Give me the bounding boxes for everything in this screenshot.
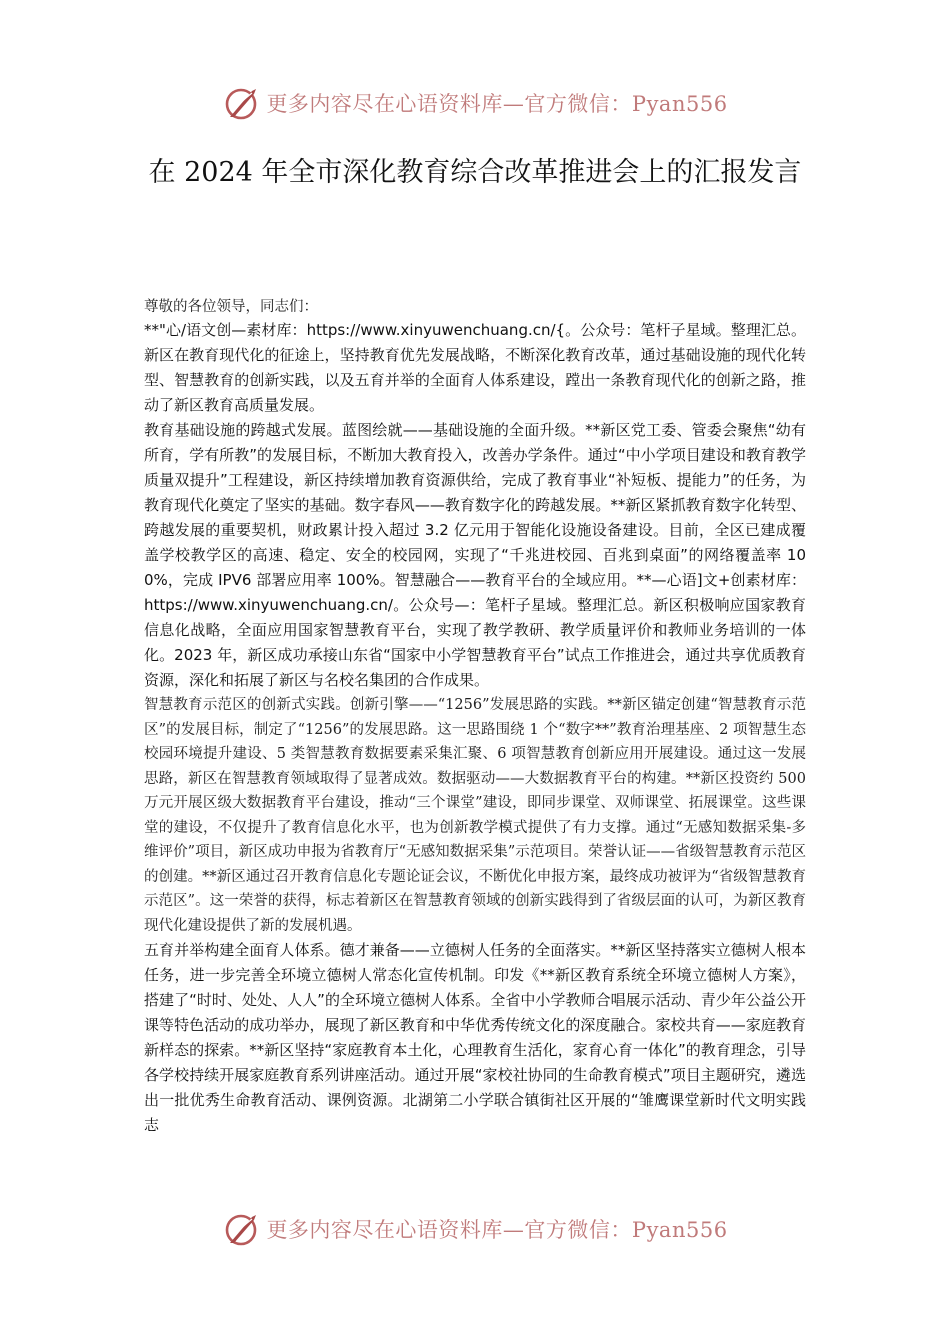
footer-banner-text: 更多内容尽在心语资料库—官方微信：Pyan556 [266,1218,728,1242]
header-banner-text: 更多内容尽在心语资料库—官方微信：Pyan556 [266,92,728,116]
salutation: 尊敬的各位领导，同志们： [144,299,318,315]
header-watermark-banner [0,82,950,124]
paragraph-smart-education: 智慧教育示范区的创新式实践。创新引擎——“1256”发展思路的实践。**新区锚定创建“智慧教育示范区”的发展目标，制定了“1256”的发展思路。这一思路围绕 1 个“数字**”教育治理基座、2 项智慧生态校园环境提升建设、5 类智慧教育数据要素采集汇聚、6 项智慧教育创新应用开展建设。通过这一发展思路，新区在智慧教育领域取得了显著成效。数据驱动——大数据教育平台的构建。**新区投资约 500 万元开展区级大数据教育平台建设，推动“三个课堂”建设，即同步课堂、双师课堂、拓展课堂。这些课堂的建设，不仅提升了教育信息化水平，也为创新教学模式提供了有力支撑。通过“无感知数据采集-多维评价”项目，新区成功申报为省教育厅“无感知数据采集”示范项目。荣誉认证——省级智慧教育示范区的创建。**新区通过召开教育信息化专题论证会议，不断优化申报方案，最终成功被评为“省级智慧教育示范区”。这一荣誉的获得，标志着新区在智慧教育领域的创新实践得到了省级层面的认可，为新区教育现代化建设提供了新的发展机遇。 [144,697,806,934]
paragraph-intro: **"心/语文创—素材库：https://www.xinyuwenchuang.cn/{。公众号：笔杆子星域。整理汇总。新区在教育现代化的征途上，坚持教育优先发展战略，不断深化教育改革，通过基础设施的现代化转型、智慧教育的创新实践，以及五育并举的全面育人体系建设，蹚出一条教育现代化的创新之路，推动了新区教育高质量发展。 [144,321,806,414]
footer-watermark-banner [0,1208,950,1250]
quill-logo-icon [222,1209,262,1249]
quill-logo-icon [222,83,262,123]
document-title: 在 2024 年全市深化教育综合改革推进会上的汇报发言 [148,157,802,188]
paragraph-infrastructure: 教育基础设施的跨越式发展。蓝图绘就——基础设施的全面升级。**新区党工委、管委会聚焦“幼有所育，学有所教”的发展目标，不断加大教育投入，改善办学条件。通过“中小学项目建设和教育教学质量双提升”工程建设，新区持续增加教育资源供给，完成了教育事业“补短板、提能力”的任务，为教育现代化奠定了坚实的基础。数字春风——教育数字化的跨越发展。**新区紧抓教育数字化转型、跨越发展的重要契机，财政累计投入超过 3.2 亿元用于智能化设施设备建设。目前，全区已建成覆盖学校教学区的高速、稳定、安全的校园网，实现了“千兆进校园、百兆到桌面”的网络覆盖率 100%，完成 IPV6 部署应用率 100%。智慧融合——教育平台的全域应用。**—心语]文+创素材库：https://www.xinyuwenchuang.cn/。公众号—：笔杆子星域。整理汇总。新区积极响应国家教育信息化战略，全面应用国家智慧教育平台，实现了教学教研、教学质量评价和教师业务培训的一体化。2023 年，新区成功承接山东省“国家中小学智慧教育平台”试点工作推进会，通过共享优质教育资源，深化和拓展了新区与名校名集团的合作成果。 [144,421,806,689]
paragraph-five-education: 五育并举构建全面育人体系。德才兼备——立德树人任务的全面落实。**新区坚持落实立德树人根本任务，进一步完善全环境立德树人常态化宣传机制。印发《**新区教育系统全环境立德树人方案》，搭建了“时时、处处、人人”的全环境立德树人体系。全省中小学教师合唱展示活动、青少年公益公开课等特色活动的成功举办，展现了新区教育和中华优秀传统文化的深度融合。家校共育——家庭教育新样态的探索。**新区坚持“家庭教育本土化，心理教育生活化，家育心育一体化”的教育理念，引导各学校持续开展家庭教育系列讲座活动。通过开展“家校社协同的生命教育模式”项目主题研究，遴选出一批优秀生命教育活动、课例资源。北湖第二小学联合镇街社区开展的“雏鹰课堂新时代文明实践志 [144,941,806,1134]
document-body [144,296,806,1138]
